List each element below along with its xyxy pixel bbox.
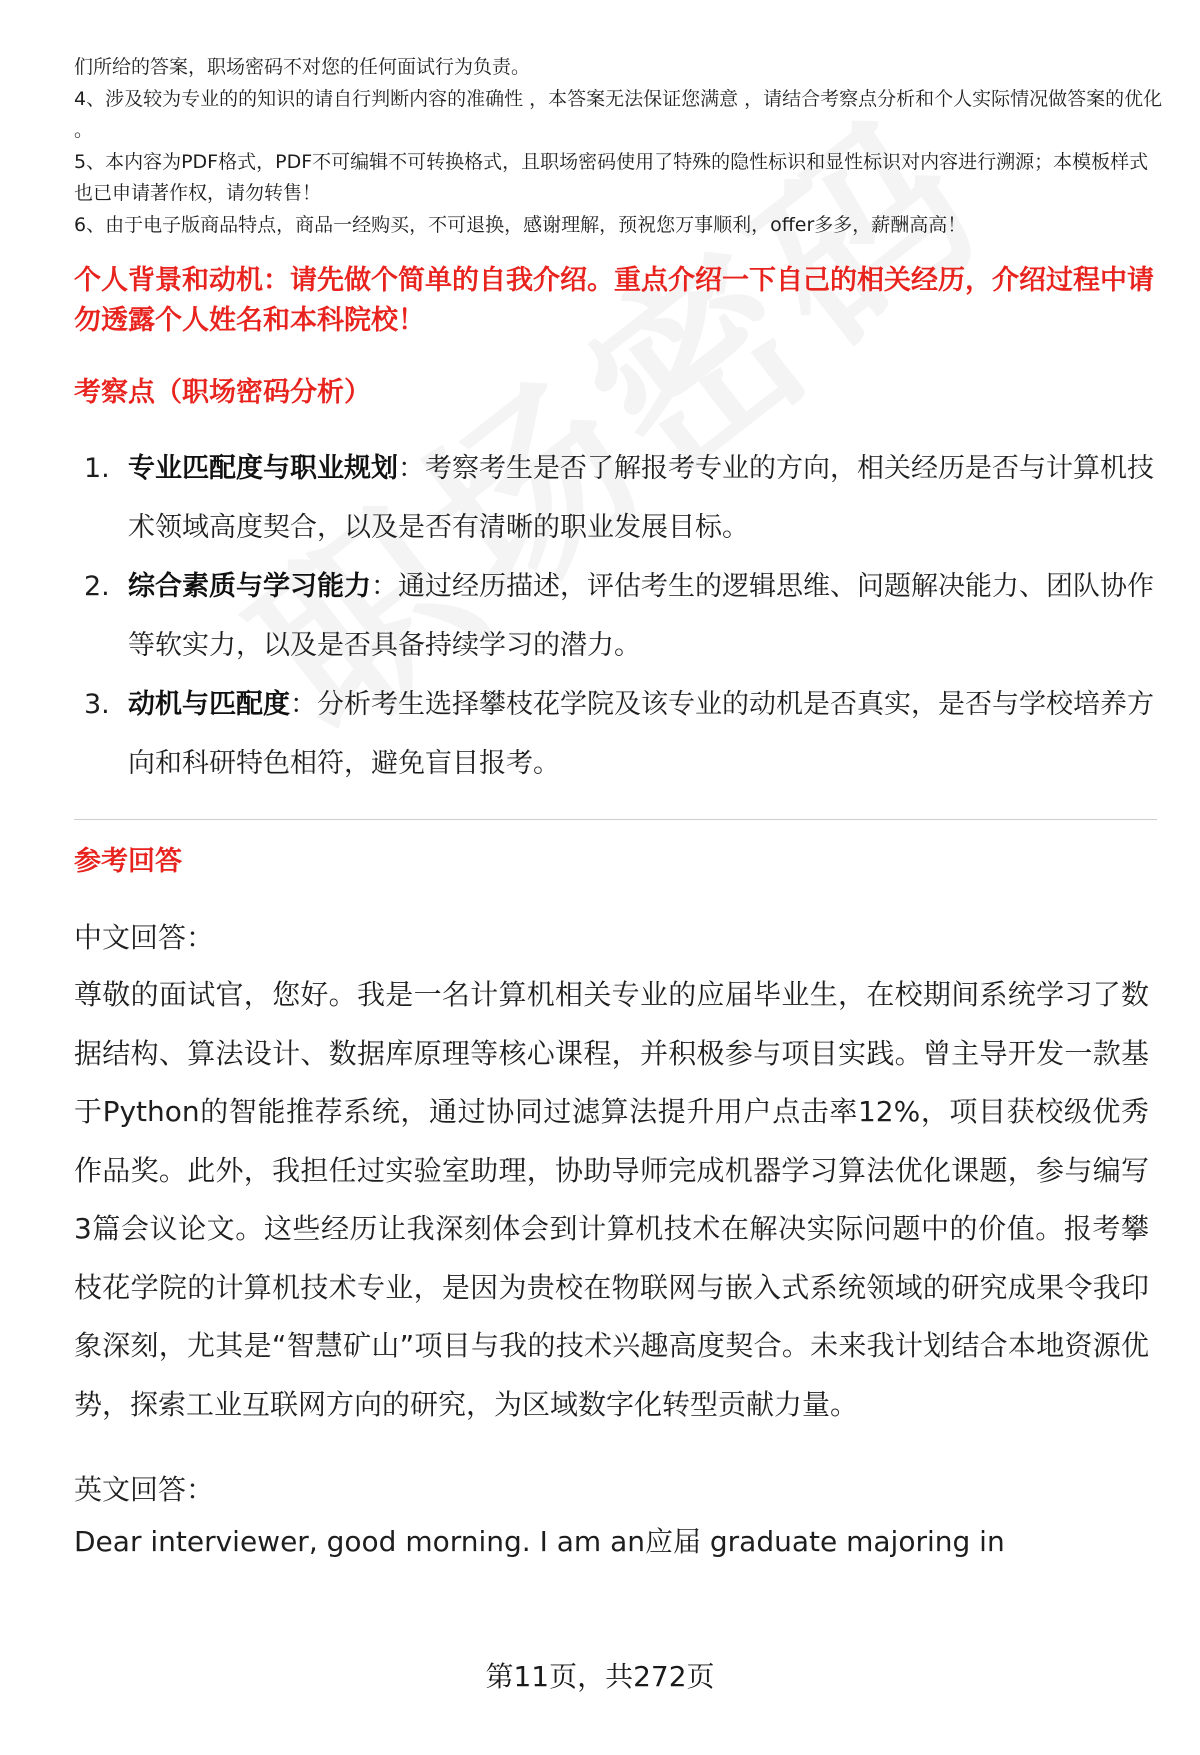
point-number: 3. xyxy=(84,689,110,720)
question-heading: 个人背景和动机：请先做个简单的自我介绍。重点介绍一下自己的相关经历，介绍过程中请勿透露个人姓名和本科院校！ xyxy=(74,265,1154,336)
point-text: ：分析考生选择攀枝花学院及该专业的动机是否真实，是否与学校培养方向和科研特色相符，避免盲目报考。 xyxy=(128,689,1154,779)
analysis-point xyxy=(74,675,1164,793)
point-number: 1. xyxy=(84,453,110,484)
point-title: 综合素质与学习能力 xyxy=(128,571,371,602)
chinese-answer-label: 中文回答： xyxy=(74,921,215,954)
note-line: 4、涉及较为专业的的知识的请自行判断内容的准确性 ，本答案无法保证您满意 ，请结合考察点分析和个人实际情况做答案的优化 。 xyxy=(74,87,1163,141)
note-line: 6、由于电子版商品特点，商品一经购买，不可退换，感谢理解，预祝您万事顺利，offer多多，薪酬高高！ xyxy=(74,213,967,236)
notes-block xyxy=(74,52,1164,241)
page-number: 第11页，共272页 xyxy=(485,1660,715,1693)
document-page xyxy=(74,52,1164,1562)
analysis-points xyxy=(74,439,1164,793)
reference-heading: 参考回答 xyxy=(74,846,182,877)
point-title: 动机与匹配度 xyxy=(128,689,290,720)
note-line: 5、本内容为PDF格式，PDF不可编辑不可转换格式，且职场密码使用了特殊的隐性标识和显性标识对内容进行溯源；本模板样式也已申请著作权，请勿转售！ xyxy=(74,150,1149,204)
point-text: ：考察考生是否了解报考专业的方向，相关经历是否与计算机技术领域高度契合，以及是否有清晰的职业发展目标。 xyxy=(128,453,1154,543)
english-answer-label: 英文回答： xyxy=(74,1473,215,1506)
analysis-heading: 考察点（职场密码分析） xyxy=(74,377,371,408)
point-number: 2. xyxy=(84,571,110,602)
point-text: ：通过经历描述，评估考生的逻辑思维、问题解决能力、团队协作等软实力，以及是否具备持续学习的潜力。 xyxy=(128,571,1154,661)
chinese-answer-text: 尊敬的面试官，您好。我是一名计算机相关专业的应届毕业生，在校期间系统学习了数据结构、算法设计、数据库原理等核心课程，并积极参与项目实践。曾主导开发一款基于Python的智能推荐系统，通过协同过滤算法提升用户点击率12%，项目获校级优秀作品奖。此外，我担任过实验室助理，协助导师完成机器学习算法优化课题，参与编写3篇会议论文。这些经历让我深刻体会到计算机技术在解决实际问题中的价值。报考攀枝花学院的计算机技术专业，是因为贵校在物联网与嵌入式系统领域的研究成果令我印象深刻，尤其是“智慧矿山”项目与我的技术兴趣高度契合。未来我计划结合本地资源优势，探索工业互联网方向的研究，为区域数字化转型贡献力量。 xyxy=(74,978,1149,1421)
analysis-point xyxy=(74,557,1164,675)
section-divider xyxy=(74,819,1157,820)
english-answer-text: Dear interviewer, good morning. I am an应届 graduate majoring in xyxy=(74,1525,1005,1558)
analysis-point xyxy=(74,439,1164,557)
point-title: 专业匹配度与职业规划 xyxy=(128,453,398,484)
note-line: 们所给的答案，职场密码不对您的任何面试行为负责。 xyxy=(74,56,531,78)
